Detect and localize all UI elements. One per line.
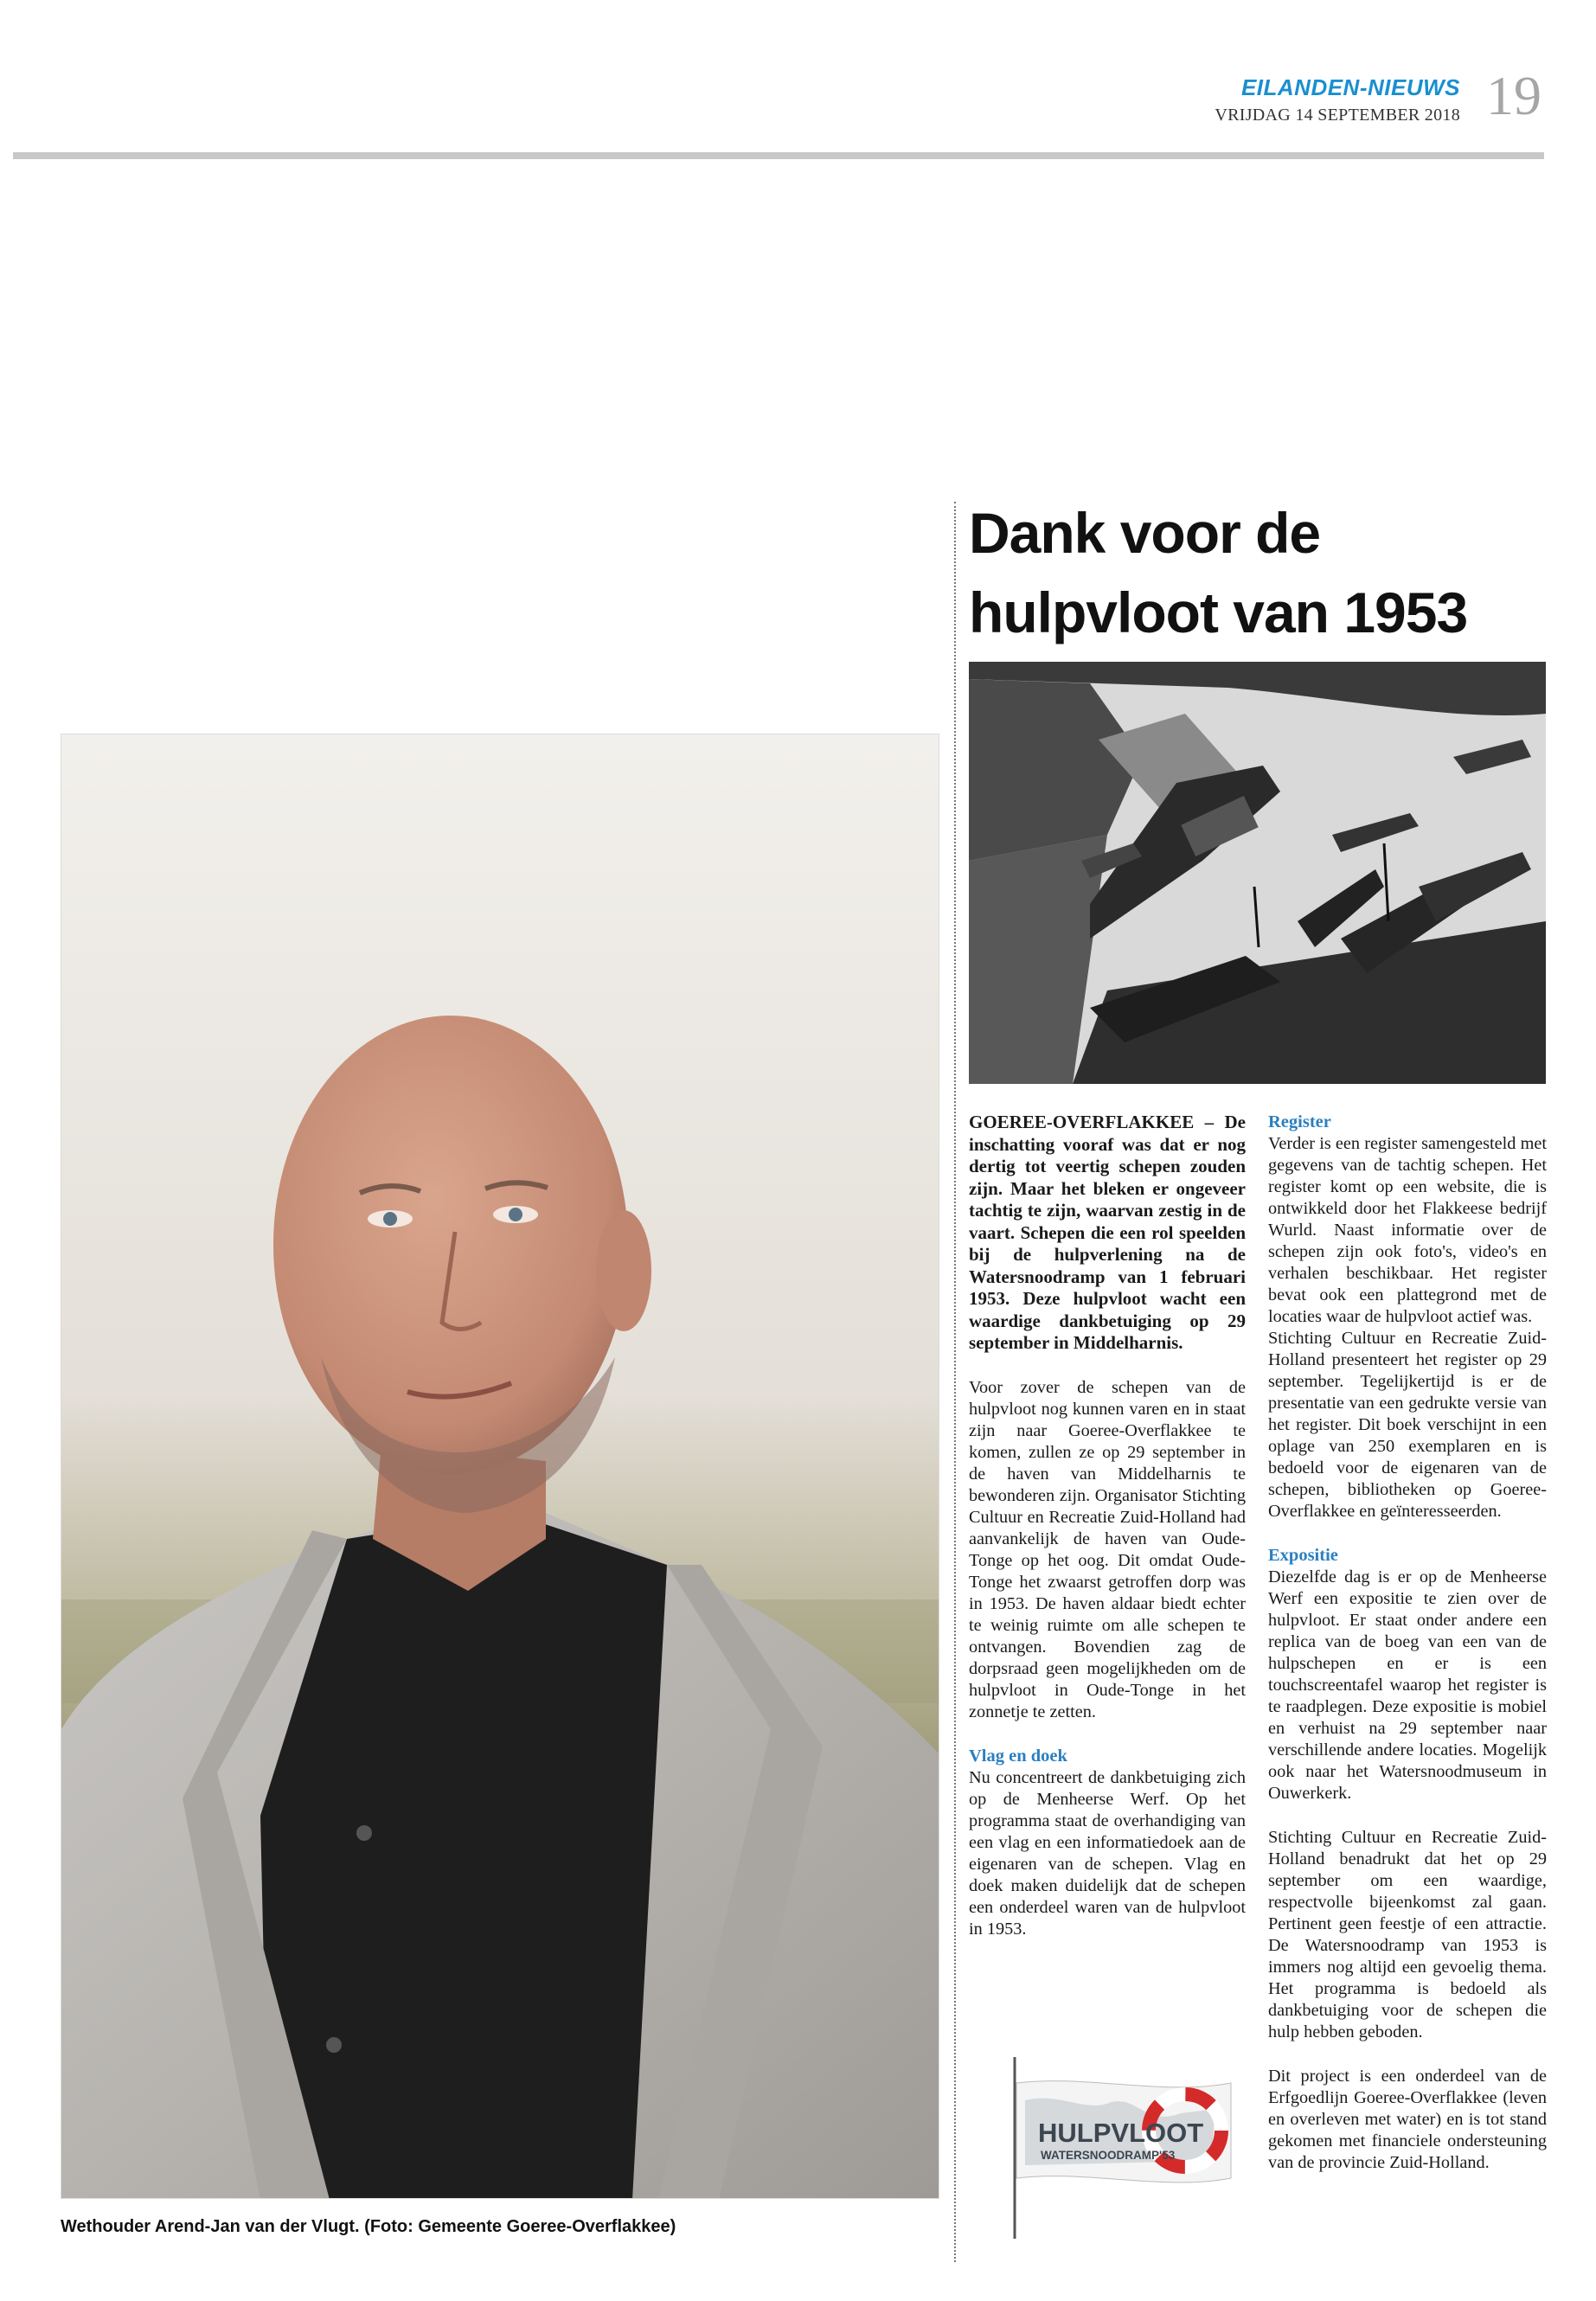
- body-paragraph-expositie-3: Dit project is een onderdeel van de Erfgoedlijn Goeree-Overflakkee (leven en overleven met water) en is tot stand gekomen met financiele ondersteuning van de provincie Zuid-Holland.: [1268, 2067, 1547, 2172]
- headline-line-2: hulpvloot van 1953: [969, 580, 1468, 644]
- page-number: 19: [1486, 65, 1542, 126]
- harbor-photo: [969, 662, 1546, 1084]
- top-rule: [13, 152, 1544, 159]
- photo-caption: Wethouder Arend-Jan van der Vlugt. (Foto: Gemeente Goeree-Overflakkee): [61, 2217, 676, 2236]
- masthead-date: VRIJDAG 14 SEPTEMBER 2018: [1215, 106, 1460, 125]
- lifebuoy-flag-logo: [1008, 2048, 1237, 2243]
- body-paragraph-expositie-2: Stichting Cultuur en Recreatie Zuid-Holland benadrukt dat het op 29 september om een waardige, respectvolle bijeenkomst zal gaan. Pertinent geen feestje of een attractie. De Watersnoodramp van 1953 is immers nog altijd een gevoelig thema. Het programma is bedoeld als dankbetuiging voor de schepen die hulp hebben geboden.: [1268, 1828, 1547, 2041]
- hulpvloot-logo: [1008, 2048, 1237, 2243]
- subheading-expositie: Expositie: [1268, 1546, 1338, 1565]
- body-paragraph-register-1: Verder is een register samengesteld met gegevens van de tachtig schepen. Het register komt op een website, die is ontwikkeld door het Flakkeese bedrijf Wurld. Naast informatie over de schepen zijn ook foto's, video's en verhalen beschikbaar. Het register bevat ook een plattegrond met de locaties waar de hulpvloot actief was.: [1268, 1134, 1547, 1326]
- body-paragraph-register-2: Stichting Cultuur en Recreatie Zuid-Holland presenteert het register op 29 september. Tegelijkertijd is er de presentatie van een gedrukte versie van het register. Dit boek verschijnt in een oplage van 250 exemplaren en is bedoeld voor de eigenaren van de schepen, bibliotheken op Goeree-Overflakkee en geïnteresseerden.: [1268, 1329, 1547, 1521]
- subheading-vlag-en-doek: Vlag en doek: [969, 1746, 1067, 1766]
- article-column-2: [1268, 1112, 1547, 2174]
- portrait-photo: [61, 734, 939, 2199]
- column-divider: [954, 502, 956, 2262]
- article-column-1: [969, 1112, 1246, 1940]
- logo-line-1: HULPVLOOT: [1038, 2118, 1204, 2148]
- body-paragraph: Voor zover de schepen van de hulpvloot nog kunnen varen en in staat zijn naar Goeree-Overflakkee te komen, zullen ze op 29 september in de haven van Middelharnis te bewonderen zijn. Organisator Stichting Cultuur en Recreatie Zuid-Holland had aanvankelijk de haven van Oude-Tonge op het oog. Dit omdat Oude-Tonge het zwaarst getroffen dorp was in 1953. De haven aldaar biedt echter te weinig ruimte om alle schepen te ontvangen. Bovendien zag de dorpsraad geen mogelijkheden om de hulpvloot in Oude-Tonge in het zonnetje te zetten.: [969, 1377, 1246, 1721]
- body-paragraph-vlag: Nu concentreert de dankbetuiging zich op de Menheerse Werf. Op het programma staat de overhandiging van een vlag en een informatiedoek aan de eigenaren van de schepen. Vlag en doek maken duidelijk dat de schepen een onderdeel waren van de hulpvloot in 1953.: [969, 1767, 1246, 1939]
- logo-line-2: WATERSNOODRAMP'53: [1041, 2149, 1176, 2162]
- lead-paragraph: GOEREE-OVERFLAKKEE – De inschatting vooraf was dat er nog dertig tot veertig schepen zouden zijn. Maar het bleken er ongeveer tachtig te zijn, waarvan zestig in de vaart. Schepen die een rol speelden bij de hulpverlening na de Watersnoodramp van 1 februari 1953. Deze hulpvloot wacht een waardige dankbetuiging op 29 september in Middelharnis.: [969, 1112, 1246, 1353]
- subheading-register: Register: [1268, 1112, 1331, 1131]
- portrait-illustration: [61, 734, 939, 2199]
- body-paragraph-expositie-1: Diezelfde dag is er op de Menheerse Werf een expositie te zien over de hulpvloot. Er staat onder andere een replica van de boeg van een van de hulpschepen en er is een touchscreentafel waarop het register is te raadplegen. Deze expositie is mobiel en verhuist na 29 september naar verschillende andere locaties. Mogelijk ook naar het Watersnoodmuseum in Ouwerkerk.: [1268, 1567, 1547, 1803]
- article-headline: [969, 493, 1557, 652]
- headline-line-1: Dank voor de: [969, 501, 1321, 565]
- harbor-illustration: [969, 662, 1546, 1084]
- masthead-name: EILANDEN-NIEUWS: [1240, 74, 1460, 100]
